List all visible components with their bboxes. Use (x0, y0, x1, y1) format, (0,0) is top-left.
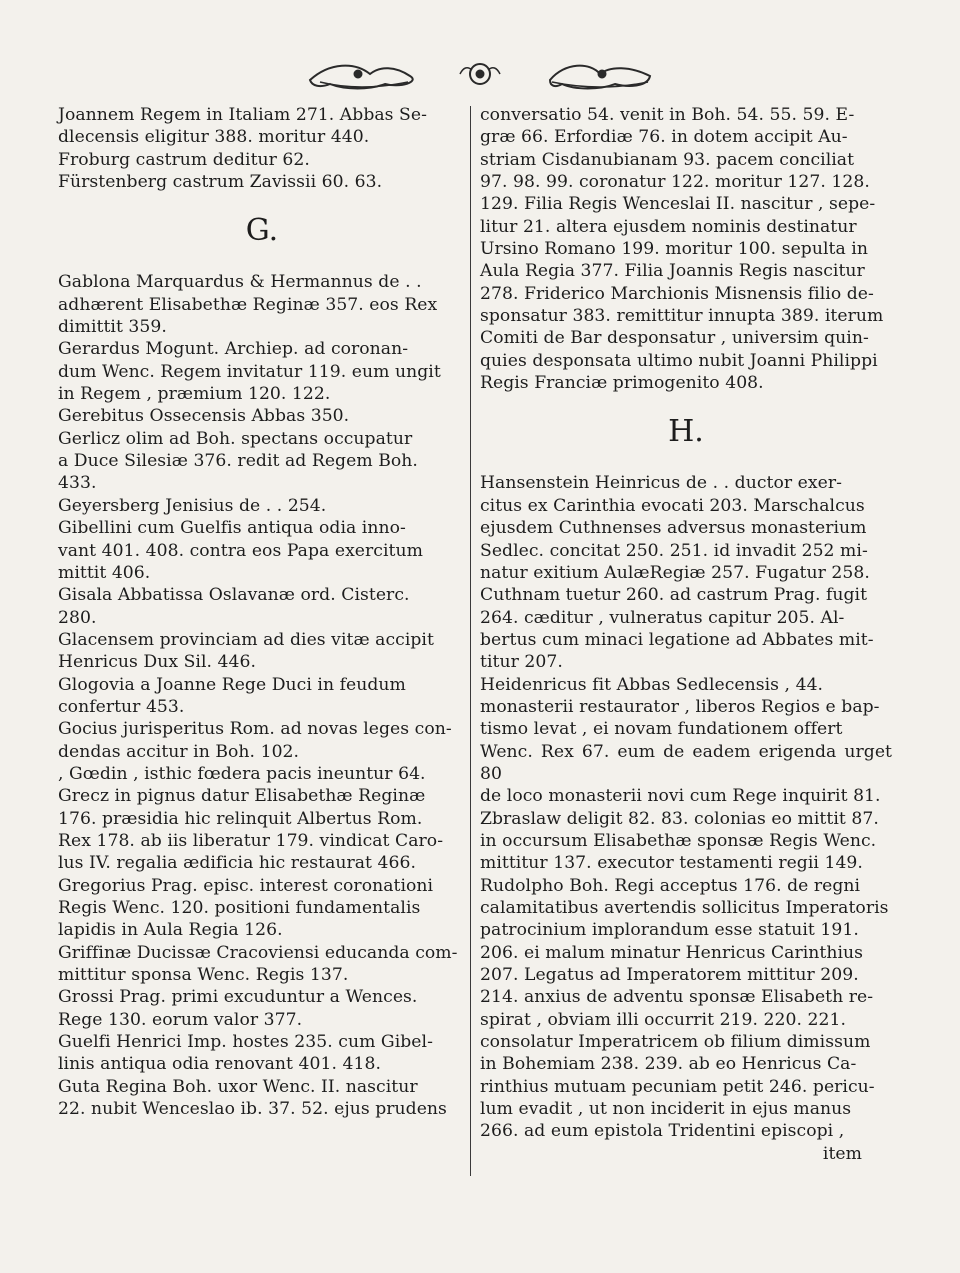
index-entry (58, 785, 466, 874)
entry-line: bertus cum minaci legatione ad Abbates mit- (480, 629, 874, 650)
entry-line: Comiti de Bar desponsatur , universim quin- (480, 328, 869, 349)
entry-line: calamitatibus avertendis sollicitus Imperatoris (480, 898, 889, 918)
entry-line: Rege 130. eorum valor 377. (58, 1009, 303, 1030)
index-entry (58, 171, 466, 193)
entry-line: Gocius jurisperitus Rom. ad novas leges con- (58, 719, 452, 740)
entry-line: lus IV. regalia ædificia hic restaurat 466. (58, 853, 416, 874)
section-letter-h: H. (668, 414, 704, 450)
entry-line: 264. cæditur , vulneratus capitur 205. Al- (480, 607, 845, 628)
entry-line: conversatio 54. venit in Boh. 54. 55. 59. E- (480, 105, 855, 125)
header-ornament (300, 52, 660, 96)
index-entry (58, 629, 466, 674)
entry-line: 22. nubit Wenceslao ib. 37. 52. ejus prudens (58, 1099, 447, 1120)
entry-line: Grecz in pignus datur Elisabethæ Reginæ (58, 786, 426, 807)
entry-line: 278. Friderico Marchionis Misnensis filio de- (480, 283, 874, 304)
entry-line: Gisala Abbatissa Oslavanæ ord. Cisterc. (58, 585, 410, 606)
entry-line: tismo levat , ei novam fundationem offert (480, 719, 843, 740)
entry-line: Regis Franciæ primogenito 408. (480, 373, 764, 394)
entry-line: Rex 178. ab iis liberatur 179. vindicat Caro- (58, 830, 444, 851)
right-column (480, 104, 892, 1165)
entry-line: Geyersberg Jenisius de . . 254. (58, 495, 327, 516)
entry-line: Henricus Dux Sil. 446. (58, 652, 256, 673)
entry-line: in occursum Elisabethæ sponsæ Regis Wenc. (480, 830, 877, 851)
entry-line: Glogovia a Joanne Rege Duci in feudum (58, 674, 406, 695)
index-entry (58, 517, 466, 584)
entry-line: lum evadit , ut non inciderit in ejus manus (480, 1099, 852, 1120)
entry-line: Joannem Regem in Italiam 271. Abbas Se- (58, 105, 427, 125)
index-entry (58, 674, 466, 719)
entry-line: in Bohemiam 238. 239. ab eo Henricus Ca- (480, 1054, 857, 1075)
entry-line: Regis Wenc. 120. positioni fundamentalis (58, 898, 421, 918)
entry-line: vant 401. 408. contra eos Papa exercitum (58, 540, 423, 561)
entry-line: 433. (58, 473, 97, 494)
index-entry (58, 149, 466, 171)
index-entry (480, 674, 892, 1143)
entry-line: 206. ei malum minatur Henricus Carinthius (480, 942, 864, 963)
entry-line: græ 66. Erfordiæ 76. in dotem accipit Au- (480, 127, 848, 148)
entry-line: patrocinium implorandum esse statuit 191. (480, 920, 859, 941)
index-entry (58, 338, 466, 405)
entry-line: Guta Regina Boh. uxor Wenc. II. nascitur (58, 1076, 418, 1097)
entry-line: Cuthnam tuetur 260. ad castrum Prag. fugit (480, 585, 868, 606)
entry-line: dum Wenc. Regem invitatur 119. eum ungit (58, 361, 441, 382)
catchword: item (822, 1143, 862, 1164)
entry-line: mittitur 137. executor testamenti regii 149. (480, 853, 863, 874)
entry-line: citus ex Carinthia evocati 203. Marschalcus (480, 495, 865, 516)
entry-line: in Regem , præmium 120. 122. (58, 384, 331, 405)
entry-line: Gerardus Mogunt. Archiep. ad coronan- (58, 339, 409, 360)
entry-line: 266. ad eum epistola Tridentini episcopi , (480, 1121, 845, 1142)
entry-line: striam Cisdanubianam 93. pacem conciliat (480, 149, 855, 170)
entry-line: spirat , obviam illi occurrit 219. 220. 221. (480, 1009, 846, 1030)
entry-line: Aula Regia 377. Filia Joannis Regis nascitur (480, 261, 865, 282)
index-entry (58, 763, 466, 785)
entry-line: Hansenstein Heinricus de . . ductor exer- (480, 473, 842, 494)
index-entry (58, 1076, 466, 1121)
entry-line: de loco monasterii novi cum Rege inquirit 81. (480, 786, 881, 807)
entry-line: Gablona Marquardus & Hermannus de . . (58, 272, 422, 293)
index-entry (58, 428, 466, 495)
entry-line: 129. Filia Regis Wenceslai II. nascitur , sepe- (480, 194, 876, 215)
entry-line: adhærent Elisabethæ Reginæ 357. eos Rex (58, 294, 438, 315)
entry-line: lapidis in Aula Regia 126. (58, 920, 283, 941)
entry-line: dendas accitur in Boh. 102. (58, 741, 300, 762)
entry-line: , Gœdin , isthic fœdera pacis ineuntur 64. (58, 763, 426, 784)
entry-line: linis antiqua odia renovant 401. 418. (58, 1054, 381, 1075)
entry-line: Gerebitus Ossecensis Abbas 350. (58, 406, 350, 427)
entry-line: Gregorius Prag. episc. interest coronationi (58, 875, 434, 896)
entry-line: rinthius mutuam pecuniam petit 246. pericu- (480, 1076, 875, 1097)
entry-line: Wenc. Rex 67. eum de eadem erigenda urget 80 (480, 741, 892, 784)
entry-line: Heidenricus fit Abbas Sedlecensis , 44. (480, 674, 824, 695)
entry-line: 207. Legatus ad Imperatorem mittitur 209. (480, 965, 859, 986)
entry-line: confertur 453. (58, 696, 185, 717)
index-entry (58, 986, 466, 1031)
column-divider (470, 106, 471, 1176)
entry-line: 214. anxius de adventu sponsæ Elisabeth re- (480, 987, 874, 1008)
entry-line: quies desponsata ultimo nubit Joanni Philippi (480, 350, 878, 371)
index-entry (58, 1031, 466, 1076)
entry-line: Froburg castrum deditur 62. (58, 149, 310, 170)
index-entry (58, 942, 466, 987)
entry-line: ejusdem Cuthnenses adversus monasterium (480, 518, 867, 539)
entry-line: titur 207. (480, 652, 563, 673)
index-entry (480, 472, 892, 673)
entry-line: sponsatur 383. remittitur innupta 389. iterum (480, 306, 884, 327)
index-entry (58, 271, 466, 338)
entry-line: dimittit 359. (58, 317, 167, 338)
entry-line: dlecensis eligitur 388. moritur 440. (58, 127, 370, 148)
entry-line: mittit 406. (58, 562, 151, 583)
index-entry (58, 875, 466, 942)
entry-line: Rudolpho Boh. Regi acceptus 176. de regni (480, 875, 861, 896)
entry-line: Glacensem provinciam ad dies vitæ accipit (58, 629, 434, 650)
entry-line: a Duce Silesiæ 376. redit ad Regem Boh. (58, 451, 418, 472)
index-entry (58, 718, 466, 763)
entry-line: 280. (58, 607, 97, 628)
entry-line: Griffinæ Ducissæ Cracoviensi educanda com- (58, 942, 458, 963)
section-letter-g: G. (245, 213, 279, 249)
entry-line: Guelfi Henrici Imp. hostes 235. cum Gibel- (58, 1032, 433, 1053)
entry-line: mittitur sponsa Wenc. Regis 137. (58, 965, 349, 986)
entry-line: 176. præsidia hic relinquit Albertus Rom. (58, 808, 423, 829)
entry-line: Sedlec. concitat 250. 251. id invadit 252 mi- (480, 540, 868, 561)
entry-line: Gerlicz olim ad Boh. spectans occupatur (58, 428, 413, 449)
entry-line: Grossi Prag. primi excuduntur a Wences. (58, 987, 418, 1008)
entry-line: Gibellini cum Guelfis antiqua odia inno- (58, 518, 406, 539)
entry-line: monasterii restaurator , liberos Regios e bap- (480, 696, 880, 717)
left-column (58, 104, 466, 1120)
entry-line: Zbraslaw deligit 82. 83. colonias eo mittit 87. (480, 808, 879, 829)
entry-line: litur 21. altera ejusdem nominis destinatur (480, 216, 857, 237)
index-entry (58, 495, 466, 517)
index-entry (58, 104, 466, 149)
entry-line: Fürstenberg castrum Zavissii 60. 63. (58, 172, 383, 193)
index-entry (58, 405, 466, 427)
entry-line: consolatur Imperatricem ob filium dimissum (480, 1032, 871, 1053)
entry-line: Ursino Romano 199. moritur 100. sepulta in (480, 239, 868, 260)
index-entry (58, 584, 466, 629)
index-entry (480, 104, 892, 394)
entry-line: natur exitium AulæRegiæ 257. Fugatur 258. (480, 562, 870, 583)
entry-line: 97. 98. 99. coronatur 122. moritur 127. 128. (480, 172, 870, 193)
